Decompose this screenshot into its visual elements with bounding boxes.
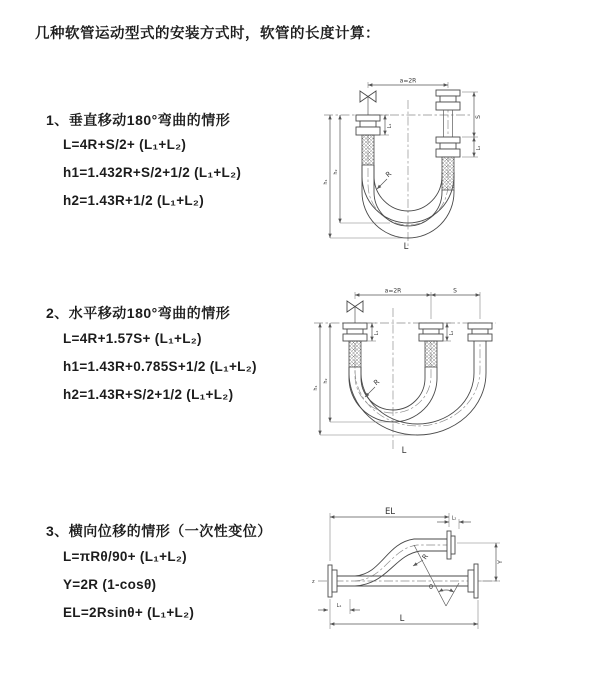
dim-label-radius: R [384,169,394,180]
angle-label-theta: θ [429,583,433,591]
section-2-formula-h2: h2=1.43R+S/2+1/2 (L₁+L₂) [63,387,234,402]
dim-label-length: L [403,242,409,252]
dim-label-l1: L₁ [374,330,380,336]
dim-label-l2: L₂ [449,330,455,336]
valve-icon [347,301,363,323]
dim-label-stroke-s: S [475,115,482,119]
dim-label-h1: h₁ [323,179,329,185]
fittings [328,531,478,598]
dim-label-h2: h₂ [333,169,339,175]
section-1-formula-L: L=4R+S/2+ (L₁+L₂) [63,137,187,152]
dim-label-span: a=2R [384,287,402,295]
dimensions [313,288,480,457]
dim-label-h1: h₁ [313,385,319,391]
dim-label-l1: L₁ [336,603,342,609]
diagram-lateral-displacement [310,503,600,641]
section-3-heading: 3、横向位移的情形（一次性变位） [46,523,272,539]
section-2-formula-h1: h1=1.43R+0.785S+1/2 (L₁+L₂) [63,359,257,374]
dim-label-length: L [399,614,405,624]
dim-label-stroke-s: S [453,287,457,295]
centerlines [314,308,496,451]
dim-label-l2: L₂ [451,515,457,522]
diagram-horizontal-180-bend [308,283,600,458]
dim-label-radius: R [420,552,431,562]
section-3-formula-L: L=πRθ/90+ (L₁+L₂) [63,549,187,564]
dim-label-span: a=2R [399,77,417,85]
page-title: 几种软管运动型式的安装方式时，软管的长度计算： [35,26,380,42]
hose [349,341,486,435]
section-1-heading: 1、垂直移动180°弯曲的情形 [46,112,231,128]
fittings [343,323,492,367]
dim-label-h2: h₂ [323,378,329,384]
dim-label-el: EL [384,507,396,517]
section-2-heading: 2、水平移动180°弯曲的情形 [46,305,231,321]
section-3-formula-EL: EL=2Rsinθ+ (L₁+L₂) [63,605,195,620]
dim-label-l2: L₂ [476,145,482,151]
diagram-vertical-180-bend [310,72,600,254]
centerline-mark-z: z [312,579,315,585]
section-3-formula-Y: Y=2R (1-cosθ) [63,577,157,592]
section-2-formula-L: L=4R+1.57S+ (L₁+L₂) [63,331,202,346]
section-1-formula-h1: h1=1.432R+S/2+1/2 (L₁+L₂) [63,165,242,180]
dim-label-l1: L₁ [387,123,393,129]
dim-label-length: L [401,446,407,456]
section-1-formula-h2: h2=1.43R+1/2 (L₁+L₂) [63,193,205,208]
valve-icon [360,91,376,115]
dim-label-y: Y [496,560,504,564]
dim-label-radius: R [372,377,382,388]
